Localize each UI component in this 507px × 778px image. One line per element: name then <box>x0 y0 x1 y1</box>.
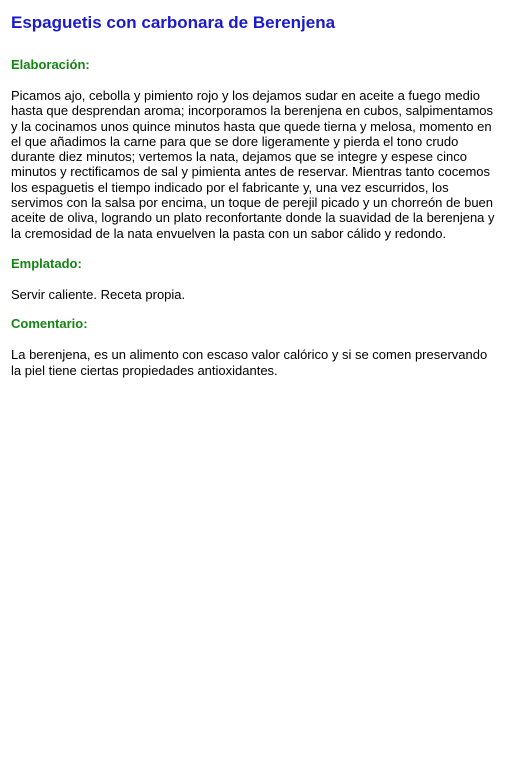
section-text-emplatado: Servir caliente. Receta propia. <box>11 286 186 302</box>
section-text-elaboracion: Picamos ajo, cebolla y pimiento rojo y los dejamos sudar en aceite a fuego medio hasta que desprendan aroma; incorporamos la berenjena en cubos, salpimentamos y la cocinamos unos quince minutos hasta que quede tierna y melosa, momento en el que añadimos la carne para que se dore ligeramente y pierda el tono crudo durante diez minutos; vertemos la nata, dejamos que se integre y espese cinco minutos y rectificamos de sal y pimienta antes de reservar. Mientras tanto cocemos los espaguetis el tiempo indicado por el fabricante y, una vez escurridos, los servimos con la salsa por encima, un toque de perejil picado y un chorreón de buen aceite de oliva, logrando un plato reconfortante donde la suavidad de la berenjena y la cremosidad de la nata envuelven la pasta con un sabor cálido y redondo. <box>11 88 495 241</box>
section-heading-comentario: Comentario: <box>11 316 88 332</box>
recipe-page <box>0 0 507 378</box>
section-heading-elaboracion: Elaboración: <box>11 57 90 72</box>
recipe-title: Espaguetis con carbonara de Berenjena <box>11 13 336 32</box>
section-heading-emplatado: Emplatado: <box>11 255 82 271</box>
section-text-comentario: La berenjena, es un alimento con escaso valor calórico y si se comen preservando la piel tiene ciertas propiedades antioxidantes. <box>11 347 488 378</box>
